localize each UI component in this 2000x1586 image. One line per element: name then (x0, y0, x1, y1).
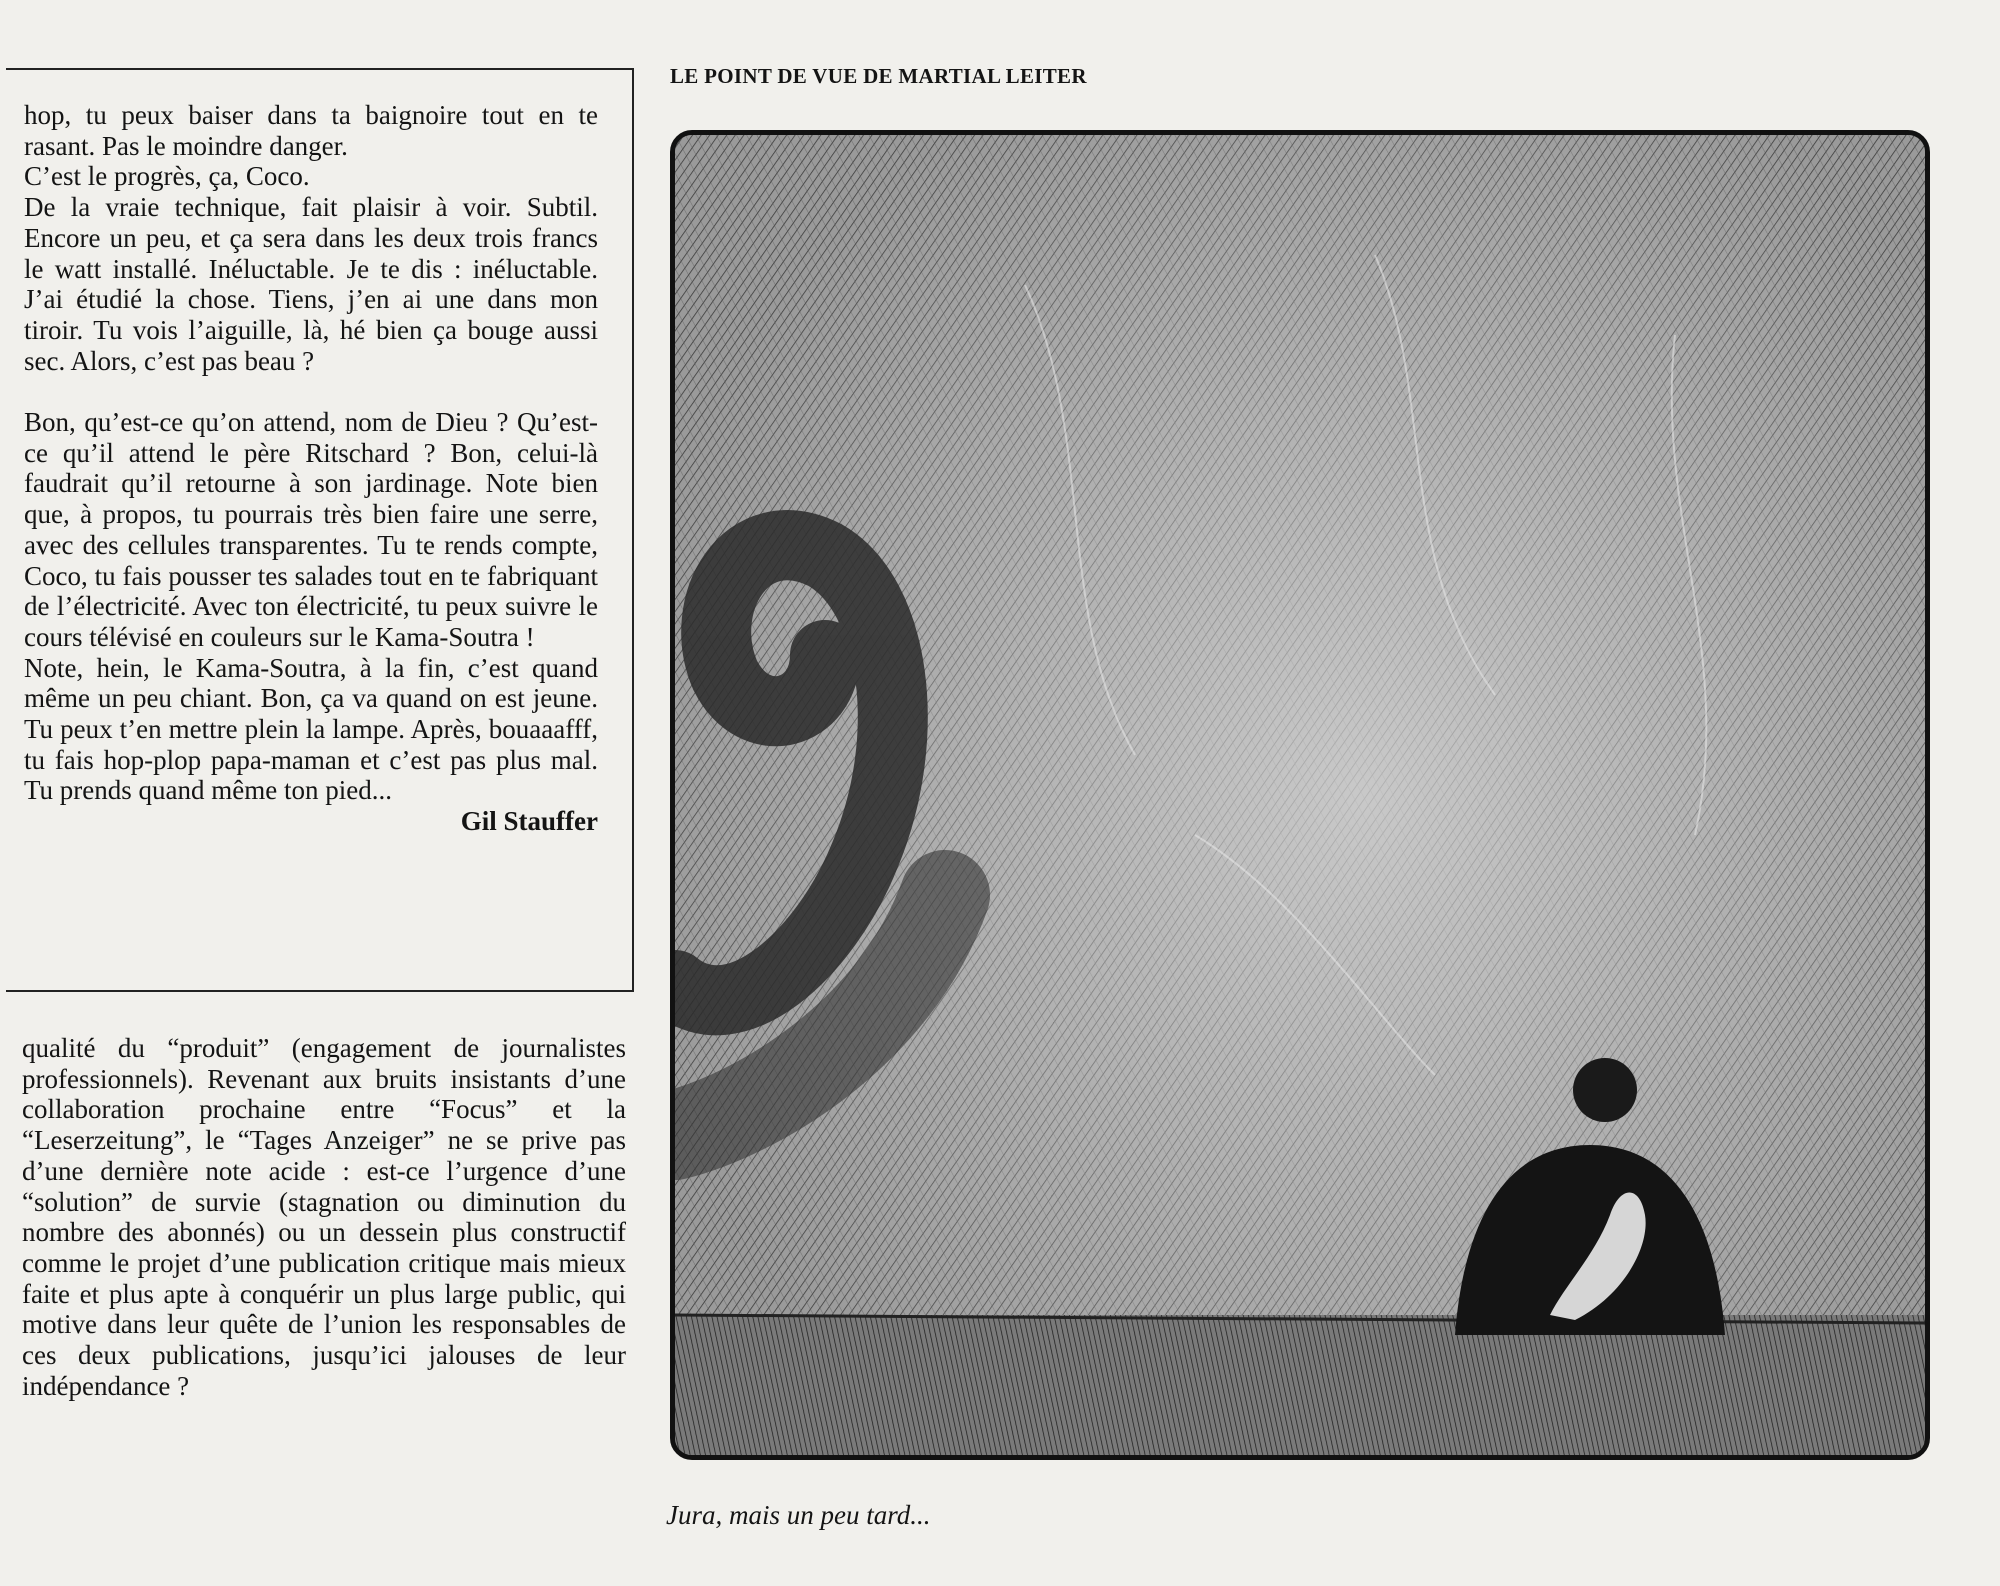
boxed-paragraph-3: De la vraie technique, fait plaisir à voir. Subtil. Encore un peu, et ça sera dans les deux trois francs le watt installé. Inéluctable. Je te dis : inéluctable. J’ai étudié la chose. Tiens, j’en ai une dans mon tiroir. Tu vois l’aiguille, là, hé bien ça bouge aussi sec. Alors, c’est pas beau ? (24, 192, 598, 376)
boxed-paragraph-2: C’est le progrès, ça, Coco. (24, 161, 310, 192)
article-column-paragraph: qualité du “produit” (engagement de journalistes professionnels). Revenant aux bruits insistants d’une collaboration prochaine entre “Focus” et la “Leserzeitung”, le “Tages Anzeiger” ne se prive pas d’une dernière note acide : est-ce l’urgence d’une “solution” de survie (stagnation ou diminution du nombre des abonnés) ou un dessein plus constructif comme le projet d’une publication critique mais mieux faite et plus apte à conquérir un plus large public, qui motive dans leur quête de l’union les responsables de ces deux publications, jusqu’ici jalouses de leur indépendance ? (22, 1033, 626, 1401)
boxed-paragraph-1: hop, tu peux baiser dans ta baignoire tout en te rasant. Pas le moindre danger. (24, 100, 598, 161)
illustration-caption: Jura, mais un peu tard... (666, 1500, 931, 1530)
boxed-paragraph-4: Bon, qu’est-ce qu’on attend, nom de Dieu ? Qu’est-ce qu’il attend le père Ritschard ? Bon, celui-là faudrait qu’il retourne à son jardinage. Note bien que, à propos, tu pourrais très bien faire une serre, avec des cellules transparentes. Tu te rends compte, Coco, tu fais pousser tes salades tout en te fabriquant de l’électricité. Avec ton électricité, tu peux suivre le cours télévisé en couleurs sur le Kama-Soutra ! (24, 407, 598, 652)
boxed-article (6, 68, 634, 992)
author-signature: Gil Stauffer (460, 806, 598, 837)
boxed-article-text (24, 100, 598, 837)
cartoon-illustration (670, 130, 1930, 1460)
floor-texture (675, 1315, 1925, 1455)
engraving-drawing (675, 135, 1925, 1455)
section-heading: LE POINT DE VUE DE MARTIAL LEITER (670, 64, 1087, 88)
article-column (22, 1033, 626, 1401)
boxed-paragraph-5: Note, hein, le Kama-Soutra, à la fin, c’est quand même un peu chiant. Bon, ça va quand on est jeune. Tu peux t’en mettre plein la lampe. Après, bouaaafff, tu fais hop-plop papa-maman et c’est pas plus mal. Tu prends quand même ton pied... (24, 652, 598, 806)
